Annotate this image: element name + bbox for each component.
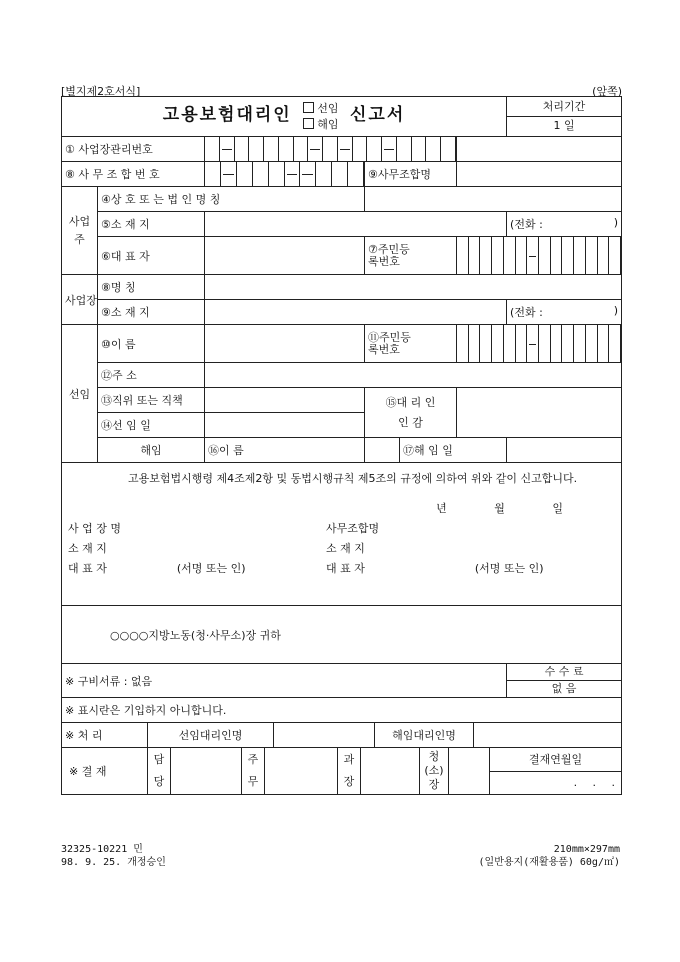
checkbox-appoint-icon[interactable]	[303, 102, 314, 113]
ap-resid-label: ⑪주민등 록번호	[365, 325, 457, 363]
doc-code: 32325-10221 민 98. 9. 25. 개정승인	[61, 844, 166, 868]
processing-period: 처리기간 1 일	[507, 97, 622, 137]
employer-rep-field[interactable]	[205, 237, 365, 275]
biz-mgmt-no-extra[interactable]	[457, 137, 622, 162]
dis-date-label: ⑰해 임 일	[400, 438, 507, 463]
approval-date-field[interactable]: . . .	[573, 776, 616, 789]
site-addr-field[interactable]	[205, 300, 507, 325]
biz-mgmt-no-label: ① 사업장관리번호	[62, 137, 205, 162]
office-no-field[interactable]	[205, 162, 365, 187]
office-no-label: ⑧ 사 무 조 합 번 호	[62, 162, 205, 187]
employer-name-field[interactable]	[365, 187, 622, 212]
ap-addr-label: ⑫주 소	[98, 363, 205, 388]
ap-resid-field[interactable]	[457, 325, 622, 363]
employer-resid-field[interactable]	[457, 237, 622, 275]
dismissed-field[interactable]	[474, 723, 621, 747]
appoint-group: 선임	[62, 325, 98, 463]
employer-sign-block: 사 업 장 명 소 재 지 대 표 자 (서명 또는 인)	[68, 522, 246, 575]
ap-name-label: ⑩이 름	[98, 325, 205, 363]
note: ※ 표시란은 기입하지 아니합니다.	[62, 698, 622, 723]
fee: 수 수 료 없 음	[507, 664, 622, 698]
ap-date-label: ⑭선 임 일	[98, 413, 205, 438]
ap-date-field[interactable]	[205, 413, 365, 438]
ap-position-field[interactable]	[205, 388, 365, 413]
employer-name-label: ④상 호 또 는 법 인 명 칭	[98, 187, 365, 212]
option-appoint[interactable]: 선임	[303, 102, 338, 115]
checkbox-dismiss-icon[interactable]	[303, 118, 314, 129]
site-group: 사업장	[62, 275, 98, 325]
dis-name-label: ⑯이 름	[205, 438, 365, 463]
dismiss-group: 해임	[98, 438, 205, 463]
site-name-field[interactable]	[205, 275, 622, 300]
employer-phone[interactable]: (전화 : )	[507, 212, 622, 237]
paper-spec: 210mm×297mm (일반용지(재활용품) 60g/㎡)	[478, 844, 620, 868]
ap-seal-field[interactable]	[457, 388, 622, 438]
office-sign-block: 사무조합명 소 재 지 대 표 자 (서명 또는 인)	[326, 522, 544, 575]
site-phone[interactable]: (전화 : )	[507, 300, 622, 325]
declaration-date[interactable]: 년 월 일	[436, 502, 564, 515]
dis-date-field[interactable]	[507, 438, 622, 463]
office-name-field[interactable]	[457, 162, 622, 187]
report-form	[61, 96, 622, 795]
employer-resid-label: ⑦주민등 록번호	[365, 237, 457, 275]
ap-position-label: ⑬직위 또는 직책	[98, 388, 205, 413]
approval-row: ※ 결 재 담 당 주 무 과 장 청 (소) 장 결재연월일 . . .	[62, 748, 622, 795]
title-main: 고용보험대리인	[162, 105, 292, 125]
site-addr-label: ⑨소 재 지	[98, 300, 205, 325]
biz-mgmt-no-field[interactable]	[205, 137, 457, 162]
required-docs: ※ 구비서류 : 없음	[62, 664, 507, 698]
option-dismiss[interactable]: 해임	[303, 118, 338, 131]
declaration	[62, 463, 622, 606]
employer-addr-label: ⑤소 재 지	[98, 212, 205, 237]
form-number: [별지제2호서식]	[61, 85, 141, 98]
employer-rep-label: ⑥대 표 자	[98, 237, 205, 275]
process-row: ※ 처 리 선임대리인명 해임대리인명	[62, 723, 622, 748]
dis-name-field[interactable]	[365, 438, 400, 463]
declaration-text: 고용보험법시행령 제4조제2항 및 동법시행규칙 제5조의 규정에 의하여 위와 같이 신고합니다.	[128, 472, 578, 485]
title-cell	[62, 97, 507, 137]
title-suffix: 신고서	[350, 105, 406, 125]
ap-addr-field[interactable]	[205, 363, 622, 388]
appointee-field[interactable]	[274, 723, 375, 747]
ap-seal-label: ⑮대 리 인 인 감	[365, 388, 457, 438]
office-name-label: ⑨사무조합명	[365, 162, 457, 187]
page-side: (앞쪽)	[592, 85, 622, 98]
site-name-label: ⑧명 칭	[98, 275, 205, 300]
ap-name-field[interactable]	[205, 325, 365, 363]
employer-group: 사업주	[62, 187, 98, 275]
recipient: ○○○○지방노동(청·사무소)장 귀하	[62, 606, 622, 664]
employer-addr-field[interactable]	[205, 212, 507, 237]
